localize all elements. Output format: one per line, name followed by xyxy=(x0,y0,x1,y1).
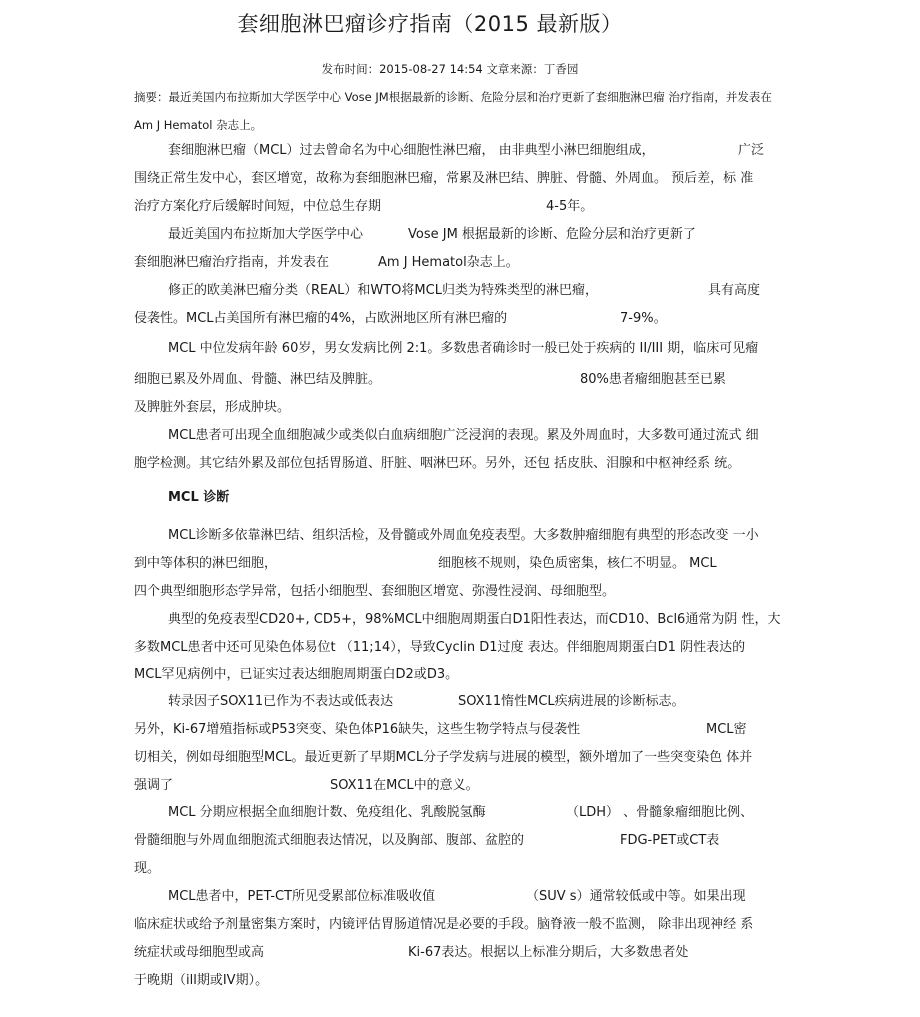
abstract-line: 摘要：最近美国内布拉斯加大学医学中心 Vose JM根据最新的诊断、危险分层和治疗更新了套细胞淋巴瘤 治疗指南，并发表在 xyxy=(134,90,772,104)
body-line: MCL患者可出现全血细胞减少或类似白血病细胞广泛浸润的表现。累及外周血时，大多数可通过流式 细 xyxy=(168,428,759,443)
body-line: 侵袭性。MCL占美国所有淋巴瘤的4%，占欧洲地区所有淋巴瘤的 xyxy=(134,311,508,326)
body-line: 到中等体积的淋巴细胞， xyxy=(134,556,278,571)
body-line: 另外，Ki-67增殖指标或P53突变、染色体P16缺失，这些生物学特点与侵袭性 xyxy=(134,722,581,737)
body-line: 修正的欧美淋巴瘤分类（REAL）和WTO将MCL归类为特殊类型的淋巴瘤， xyxy=(168,283,598,298)
page-title: 套细胞淋巴瘤诊疗指南（2015 最新版） xyxy=(237,12,623,36)
section-heading: MCL 诊断 xyxy=(168,490,230,505)
body-line: 四个典型细胞形态学异常，包括小细胞型、套细胞区增宽、弥漫性浸润、母细胞型。 xyxy=(134,584,616,599)
body-line: MCL罕见病例中，已证实过表达细胞周期蛋白D2或D3。 xyxy=(134,667,459,682)
body-line: 治疗方案化疗后缓解时间短，中位总生存期 xyxy=(134,199,382,214)
body-line: （SUV s）通常较低或中等。如果出现 xyxy=(526,889,746,904)
body-line: 切相关，例如母细胞型MCL。最近更新了早期MCL分子学发病与进展的模型，额外增加了一些突变染色 体并 xyxy=(134,750,753,765)
body-line: 胞学检测。其它结外累及部位包括胃肠道、肝脏、咽淋巴环。另外，还包 括皮肤、泪腺和中枢神经系 统。 xyxy=(134,456,741,471)
body-line: 80%患者瘤细胞甚至已累 xyxy=(580,372,726,387)
body-line: 最近美国内布拉斯加大学医学中心 xyxy=(168,227,364,242)
body-line: 临床症状或给予剂量密集方案时，内镜评估胃肠道情况是必要的手段。脑脊液一般不监测， 除非出现神经 系 xyxy=(134,917,754,932)
body-line: （LDH） 、骨髓象瘤细胞比例、 xyxy=(566,805,754,820)
body-line: 7-9%。 xyxy=(620,311,667,326)
body-line: 典型的免疫表型CD20+, CD5+，98%MCL中细胞周期蛋白D1阳性表达，而CD10、Bcl6通常为阴 性，大 xyxy=(168,612,781,627)
body-line: MCL密 xyxy=(706,722,747,737)
body-line: 多数MCL患者中还可见染色体易位t （11;14），导致Cyclin D1过度 表达。伴细胞周期蛋白D1 阴性表达的 xyxy=(134,640,746,655)
body-line: 具有高度 xyxy=(708,283,761,298)
body-line: MCL 分期应根据全血细胞计数、免疫组化、乳酸脱氢酶 xyxy=(168,805,486,820)
publish-meta: 发布时间：2015-08-27 14:54 文章来源：丁香园 xyxy=(321,62,579,76)
body-line: MCL诊断多依靠淋巴结、组织活检，及骨髓或外周血免疫表型。大多数肿瘤细胞有典型的形态改变 一小 xyxy=(168,528,759,543)
body-line: 于晚期（ill期或IV期）。 xyxy=(134,973,269,988)
body-line: 现。 xyxy=(134,861,161,876)
body-line: 广泛 xyxy=(738,143,765,158)
body-line: 围绕正常生发中心，套区增宽，故称为套细胞淋巴瘤，常累及淋巴结、脾脏、骨髓、外周血。 预后差，标 准 xyxy=(134,171,754,186)
body-line: 强调了 xyxy=(134,778,174,793)
body-line: 及脾脏外套层，形成肿块。 xyxy=(134,400,291,415)
body-line: 统症状或母细胞型或高 xyxy=(134,945,265,960)
body-line: Ki-67表达。根据以上标准分期后，大多数患者处 xyxy=(408,945,689,960)
body-line: Am J Hematol杂志上。 xyxy=(378,255,519,270)
body-line: MCL 中位发病年龄 60岁，男女发病比例 2:1。多数患者确诊时一般已处于疾病的 II/III 期，临床可见瘤 xyxy=(168,341,759,356)
abstract-line: Am J Hematol 杂志上。 xyxy=(134,118,263,132)
body-line: 套细胞淋巴瘤（MCL）过去曾命名为中心细胞性淋巴瘤， 由非典型小淋巴细胞组成， xyxy=(168,143,655,158)
body-line: 骨髓细胞与外周血细胞流式细胞表达情况，以及胸部、腹部、盆腔的 xyxy=(134,833,525,848)
body-line: FDG-PET或CT表 xyxy=(620,833,720,848)
body-line: SOX11惰性MCL疾病进展的诊断标志。 xyxy=(458,694,685,709)
body-line: Vose JM 根据最新的诊断、危险分层和治疗更新了 xyxy=(408,227,696,242)
body-line: 4-5年。 xyxy=(546,199,594,214)
body-line: 转录因子SOX11已作为不表达或低表达 xyxy=(168,694,394,709)
body-line: 细胞已累及外周血、骨髓、淋巴结及脾脏。 xyxy=(134,372,382,387)
body-line: SOX11在MCL中的意义。 xyxy=(330,778,479,793)
body-line: MCL患者中，PET-CT所见受累部位标准吸收值 xyxy=(168,889,436,904)
body-line: 细胞核不规则，染色质密集，核仁不明显。 MCL xyxy=(438,556,717,571)
body-line: 套细胞淋巴瘤治疗指南，并发表在 xyxy=(134,255,330,270)
